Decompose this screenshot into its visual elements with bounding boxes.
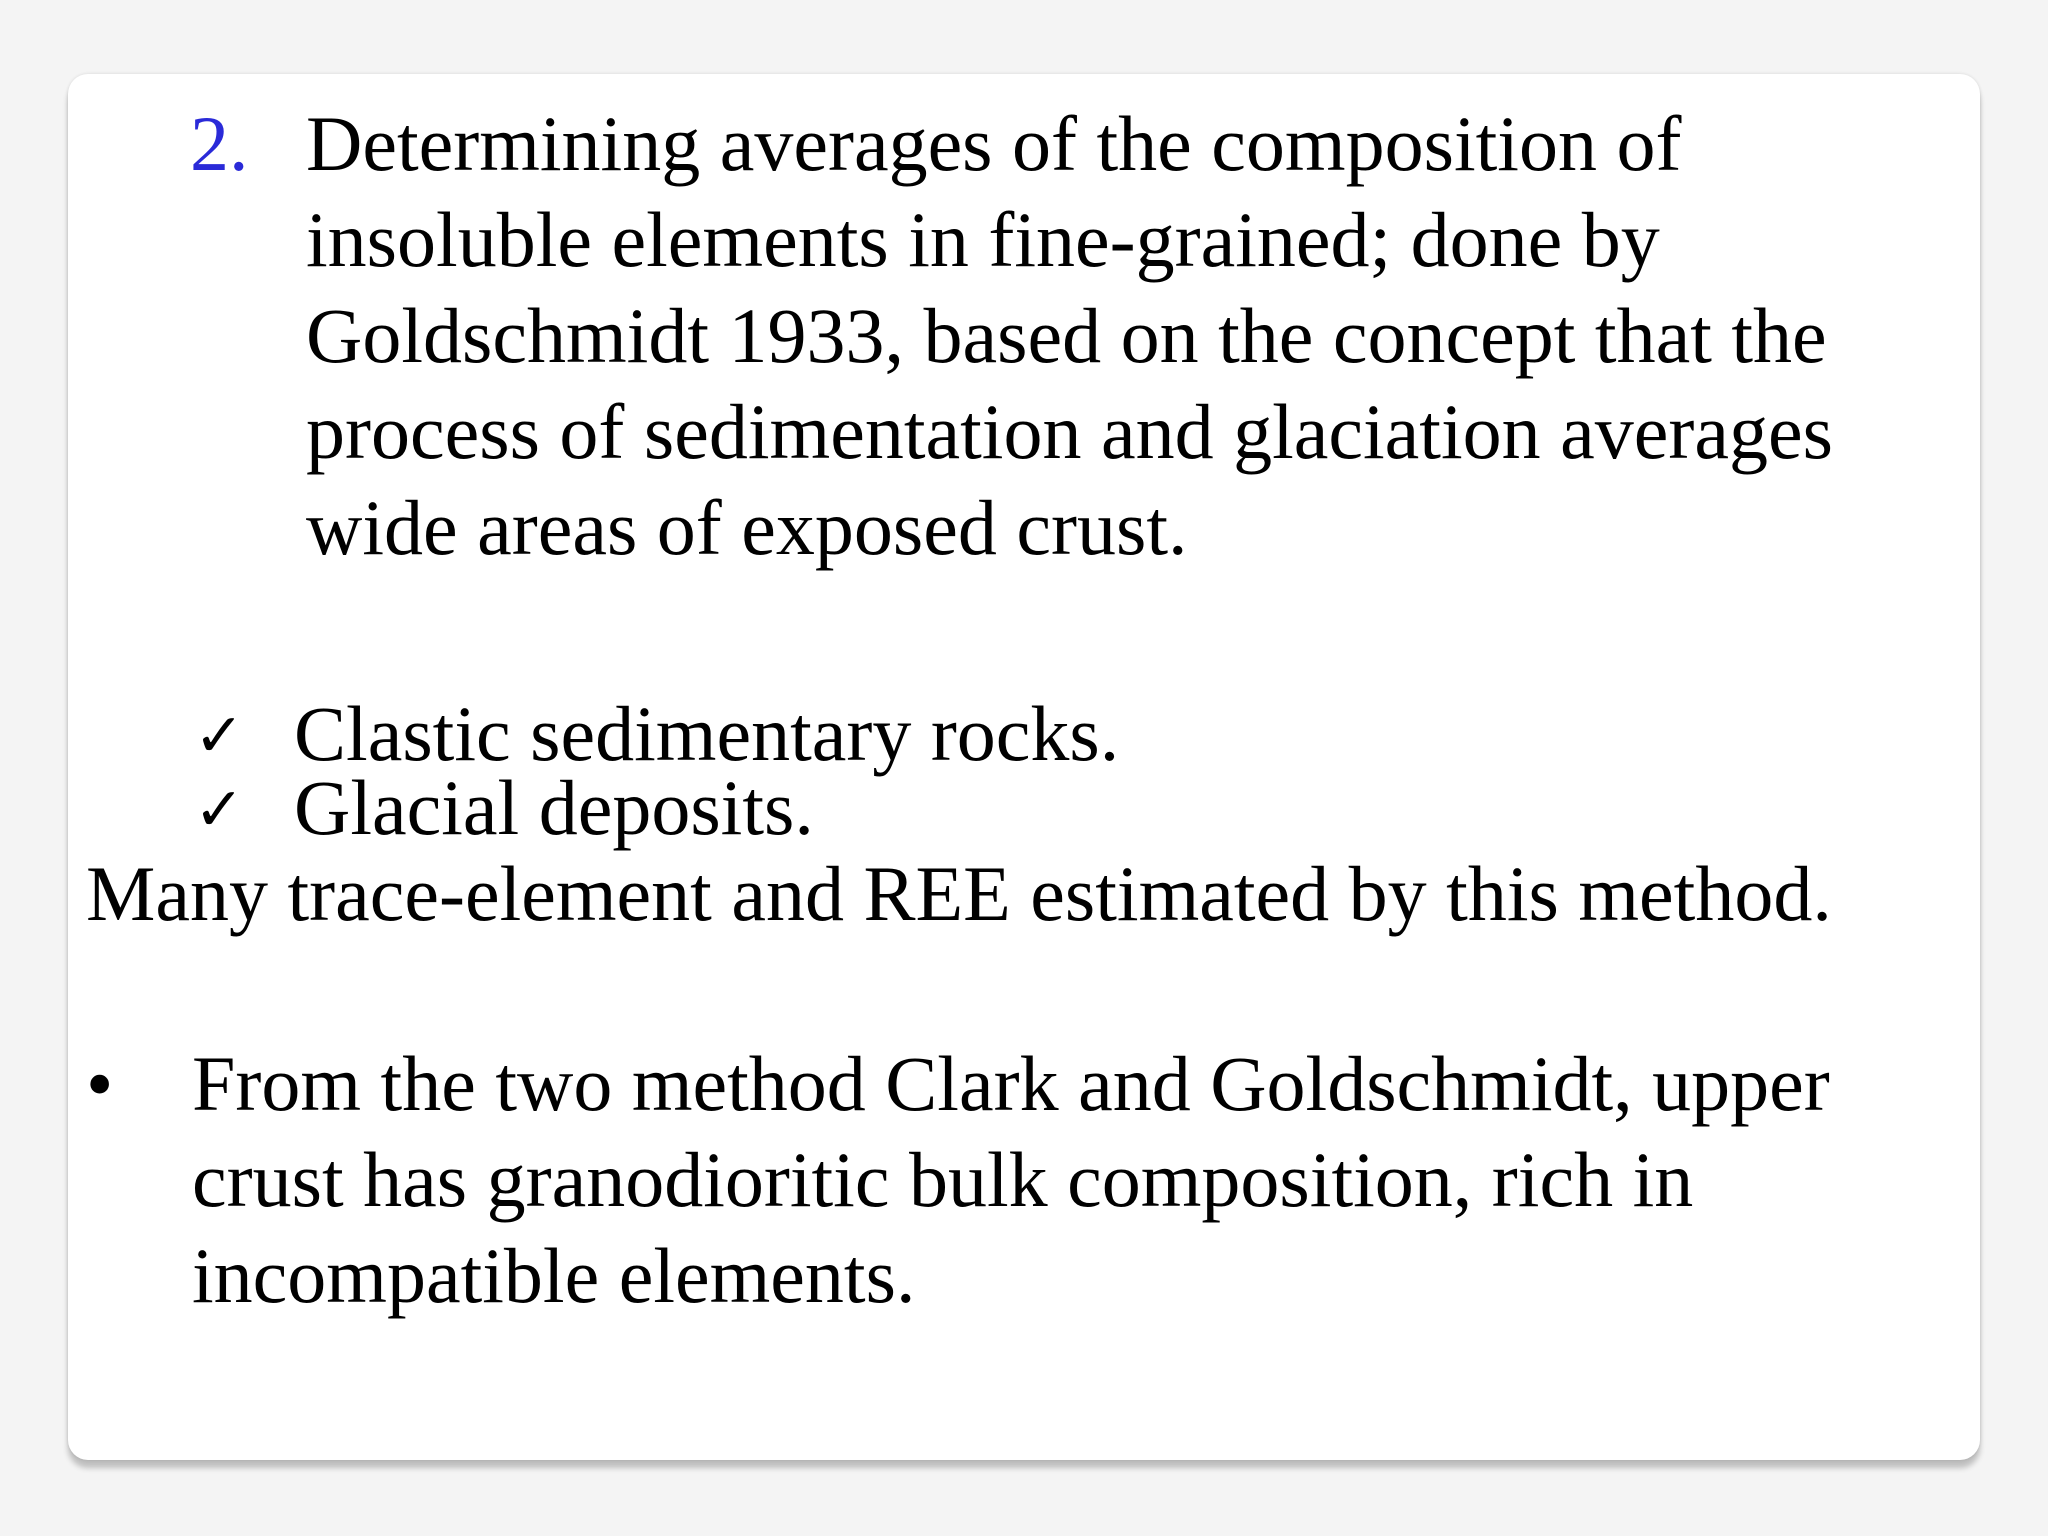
bullet-line: From the two method Clark and Goldschmidt, upper [192, 1040, 1830, 1127]
checklist-item [194, 760, 814, 858]
item2-line: wide areas of exposed crust. [306, 484, 1188, 571]
bullet-line: incompatible elements. [192, 1232, 916, 1319]
item2-line: insoluble elements in fine-grained; done by [306, 196, 1660, 283]
bullet-line: crust has granodioritic bulk composition, rich in [192, 1136, 1694, 1223]
item2-line: process of sedimentation and glaciation averages [306, 388, 1833, 475]
bullet-icon: • [86, 1040, 114, 1127]
item2-line: Determining averages of the composition of [306, 100, 1682, 187]
item2-paragraph [306, 96, 1833, 576]
checkmark-icon: ✓ [194, 775, 245, 845]
list-number: 2. [190, 100, 249, 187]
bullet-paragraph [192, 1036, 1830, 1324]
checkmark-icon: ✓ [194, 701, 245, 771]
slide-card [68, 74, 1980, 1460]
summary-line: Many trace-element and REE estimated by this method. [86, 850, 1832, 937]
checklist-label: Glacial deposits. [294, 764, 814, 851]
checklist-label: Clastic sedimentary rocks. [294, 690, 1120, 777]
item2-line: Goldschmidt 1933, based on the concept that the [306, 292, 1827, 379]
